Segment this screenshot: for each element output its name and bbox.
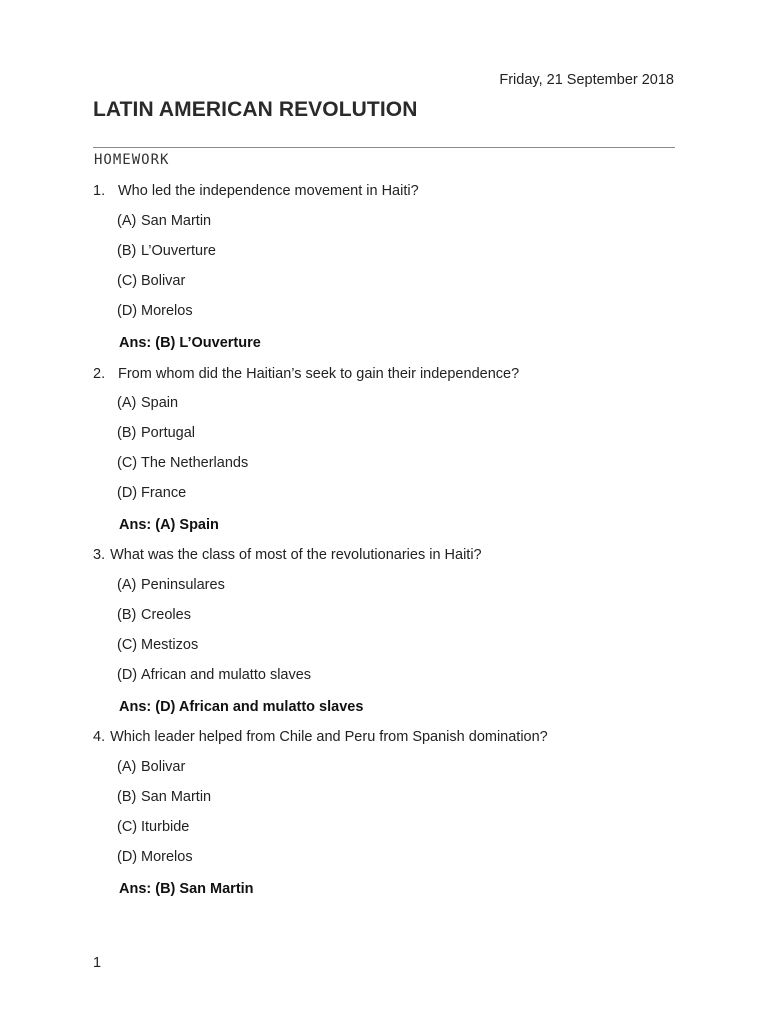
option-2c: [117, 455, 248, 471]
question-3: [93, 547, 482, 563]
option-letter: (A): [117, 213, 137, 229]
option-letter: (D): [117, 303, 138, 319]
question-text: Who led the independence movement in Haiti?: [118, 183, 419, 199]
option-text: Morelos: [141, 849, 193, 865]
option-3d: [117, 667, 311, 683]
option-letter: (A): [117, 577, 137, 593]
option-2b: [117, 425, 195, 441]
option-letter: (C): [117, 819, 138, 835]
option-letter: (A): [117, 759, 137, 775]
option-text: The Netherlands: [141, 455, 249, 471]
option-letter: (B): [117, 243, 137, 259]
question-number: 3.: [93, 547, 106, 563]
document-title: LATIN AMERICAN REVOLUTION: [93, 98, 418, 121]
option-letter: (D): [117, 667, 138, 683]
document-date: Friday, 21 September 2018: [499, 72, 674, 88]
option-letter: (B): [117, 789, 137, 805]
option-1d: [117, 303, 193, 319]
option-text: Mestizos: [141, 637, 199, 653]
question-number: 1.: [93, 183, 106, 199]
option-2d: [117, 485, 186, 501]
option-letter: (C): [117, 455, 138, 471]
answer-2: Ans: (A) Spain: [119, 517, 219, 533]
option-letter: (C): [117, 637, 138, 653]
option-2a: [117, 395, 178, 411]
question-2: [93, 366, 519, 382]
option-text: Bolivar: [141, 273, 186, 289]
option-text: Spain: [141, 395, 179, 411]
option-1c: [117, 273, 185, 289]
option-4a: [117, 759, 185, 775]
option-letter: (B): [117, 607, 137, 623]
page-number: 1: [93, 955, 102, 971]
answer-1: Ans: (B) L’Ouverture: [119, 335, 261, 351]
option-3a: [117, 577, 225, 593]
section-heading: HOMEWORK: [94, 152, 170, 168]
question-4: [93, 729, 548, 745]
option-text: Morelos: [141, 303, 193, 319]
question-text: From whom did the Haitian’s seek to gain their independence?: [118, 366, 520, 382]
title-divider: [93, 147, 675, 148]
option-text: Portugal: [141, 425, 196, 441]
option-1a: [117, 213, 211, 229]
answer-3: Ans: (D) African and mulatto slaves: [119, 699, 364, 715]
option-text: San Martin: [141, 789, 212, 805]
question-text: What was the class of most of the revolutionaries in Haiti?: [110, 547, 482, 563]
option-letter: (D): [117, 849, 138, 865]
question-text: Which leader helped from Chile and Peru from Spanish domination?: [110, 729, 548, 745]
option-letter: (D): [117, 485, 138, 501]
option-text: L’Ouverture: [141, 243, 216, 259]
option-4c: [117, 819, 189, 835]
option-3b: [117, 607, 191, 623]
option-text: France: [141, 485, 187, 501]
option-1b: [117, 243, 216, 259]
option-3c: [117, 637, 198, 653]
option-4b: [117, 789, 211, 805]
option-text: Creoles: [141, 607, 191, 623]
answer-4: Ans: (B) San Martin: [119, 881, 254, 897]
option-text: Iturbide: [141, 819, 190, 835]
option-text: African and mulatto slaves: [141, 667, 312, 683]
option-4d: [117, 849, 193, 865]
question-number: 4.: [93, 729, 106, 745]
option-letter: (A): [117, 395, 137, 411]
option-text: San Martin: [141, 213, 212, 229]
option-letter: (C): [117, 273, 138, 289]
option-letter: (B): [117, 425, 137, 441]
option-text: Peninsulares: [141, 577, 225, 593]
question-number: 2.: [93, 366, 106, 382]
question-1: [93, 183, 419, 199]
option-text: Bolivar: [141, 759, 186, 775]
